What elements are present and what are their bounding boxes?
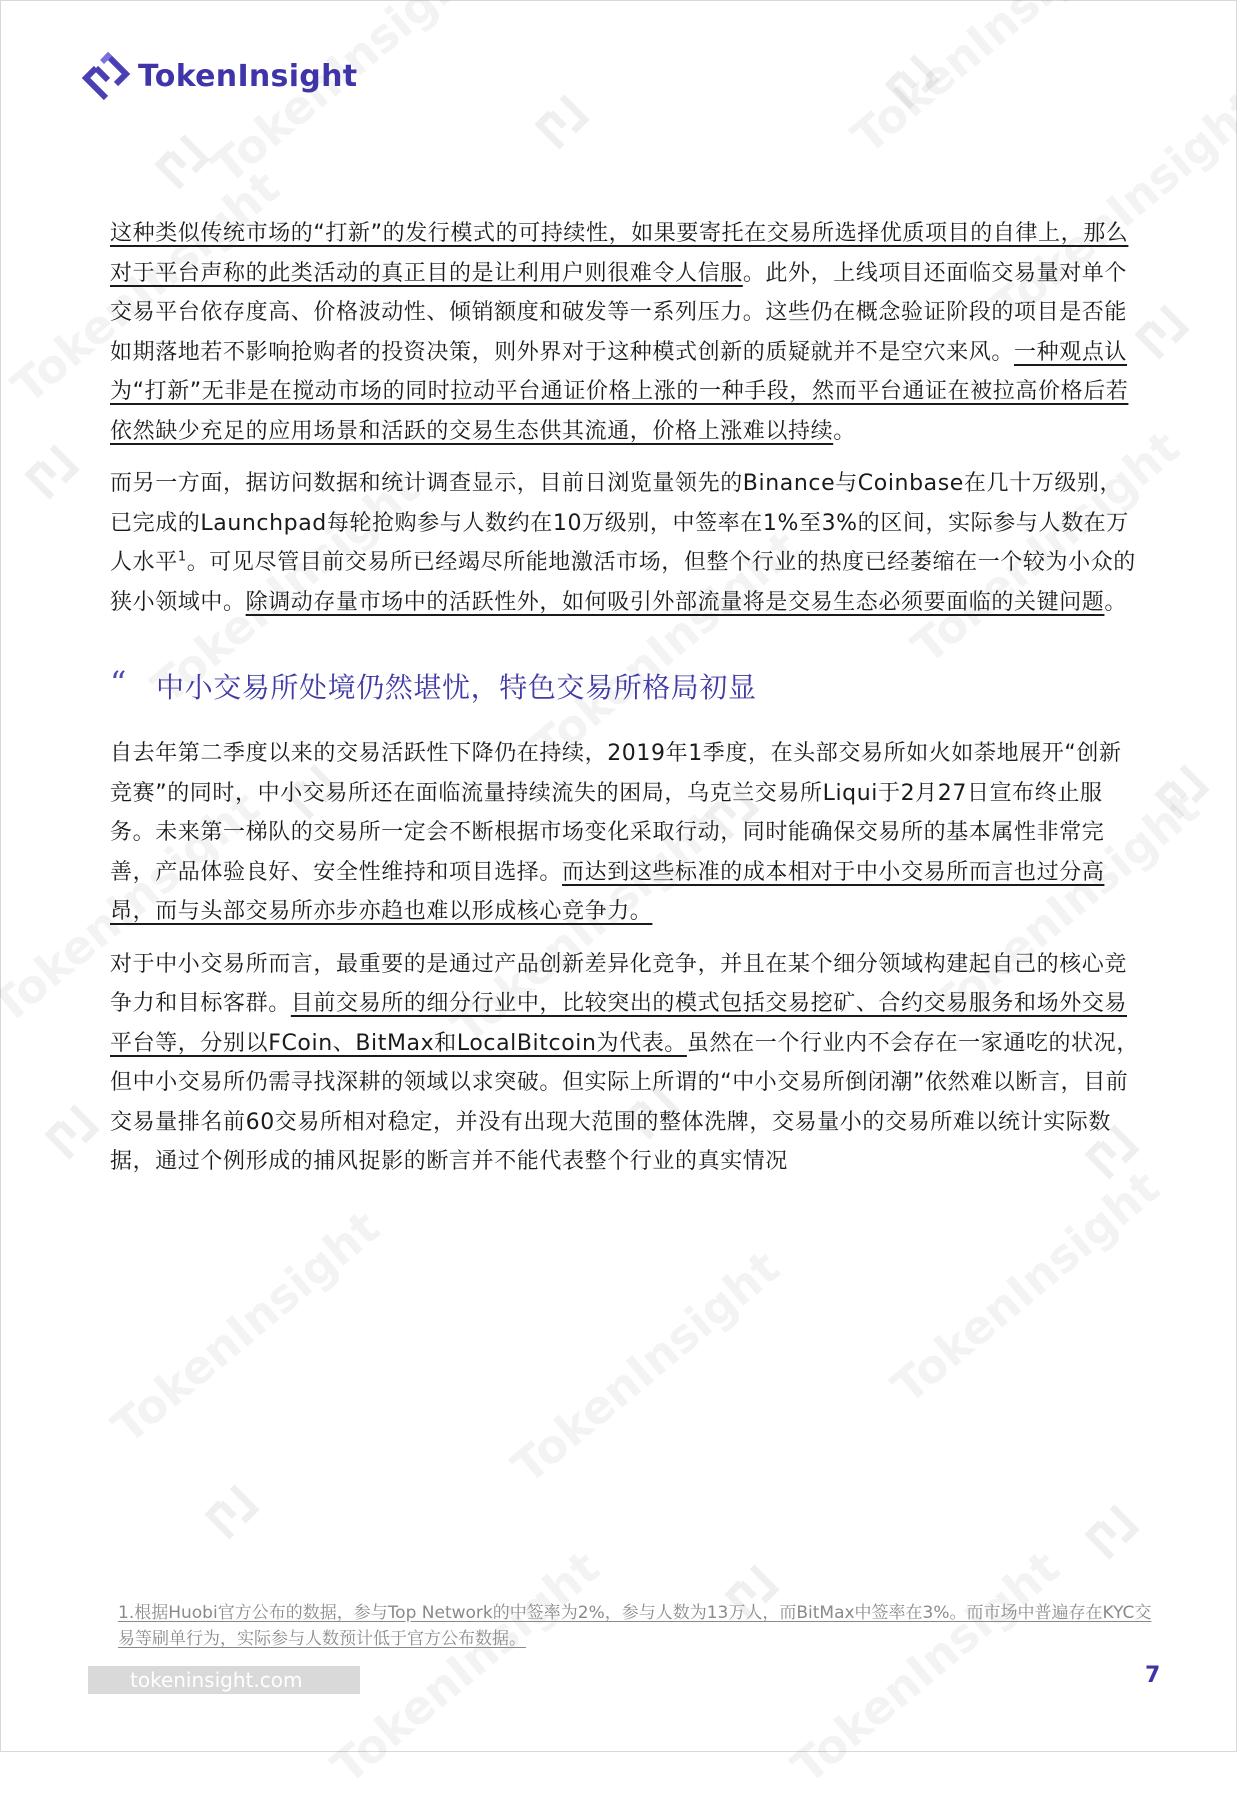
- text-segment: 虽然在一个行业内不会存在一家通吃的状况，但中小交易所仍需寻找深耕的领域以求突破。但实际上所谓的“中小交易所倒闭潮”依然难以断言，目前交易量排名前60交易所相对稳定，并没有出现大范围的整体洗牌，交易量小的交易所难以统计实际数据，通过个例形成的捕风捉影的断言并不能代表整个行业的真实情况: [110, 1030, 1139, 1174]
- brand-name: TokenInsight: [138, 58, 358, 94]
- underlined-text: 而达到这些标准的成本相对于中小交易所而言也过分高昂，而与头部交易所亦步亦趋也难以形成核心竞争力。: [110, 859, 1105, 924]
- text-segment: 。可见尽管目前交易所已经竭尽所能地激活市场，但整个行业的热度已经萎缩在一个较为小众的狭小领域中。: [110, 550, 1136, 615]
- paragraph-group-2: [110, 734, 1140, 1182]
- footer-site-link[interactable]: tokeninsight.com: [130, 1668, 303, 1692]
- body-paragraph: [110, 214, 1140, 451]
- text-segment: 。此外，上线项目还面临交易量对单个交易平台依存度高、价格波动性、倾销额度和破发等一系列压力。这些仍在概念验证阶段的项目是否能如期落地若不影响抢购者的投资决策，则外界对于这种模式创新的质疑就并不是空穴来风。: [110, 260, 1128, 365]
- footnote: 1.根据Huobi官方公布的数据，参与Top Network的中签率为2%，参与人数为13万人，而BitMax中签率在3%。而市场中普遍存在KYC交易等刷单行为，实际参与人数预计低于官方公布数据。: [118, 1603, 1152, 1649]
- section-quote-icon: “: [110, 664, 127, 702]
- paragraph-group-1: [110, 214, 1140, 622]
- text-segment: 。: [1104, 589, 1128, 615]
- footnote-ref: 1: [177, 549, 187, 565]
- section-title: 中小交易所处境仍然堪忧，特色交易所格局初显: [156, 671, 757, 704]
- underlined-text: 这种类似传统市场的“打新”的发行模式的可持续性，如果要寄托在交易所选择优质项目的自律上，那么对于平台声称的此类活动的真正目的是让利用户则很难令人信服: [110, 221, 1129, 286]
- text-segment: 。: [833, 418, 856, 444]
- brand-logo: [78, 48, 357, 104]
- page-number: 7: [1145, 1663, 1161, 1688]
- main-content: [110, 214, 1140, 1182]
- body-paragraph: [110, 734, 1140, 932]
- underlined-text: 一种观点认为“打新”无非是在搅动市场的同时拉动平台通证价格上涨的一种手段，然而平台通证在被拉高价格后若依然缺少充足的应用场景和活跃的交易生态供其流通，价格上涨难以持续: [110, 339, 1129, 444]
- text-segment: 自去年第二季度以来的交易活跃性下降仍在持续，2019年1季度，在头部交易所如火如荼地展开“创新竞赛”的同时，中小交易所还在面临流量持续流失的困局，乌克兰交易所Liqui于2月27日宣布终止服务。未来第一梯队的交易所一定会不断根据市场变化采取行动，同时能确保交易所的基本属性非常完善，产品体验良好、安全性维持和项目选择。: [110, 741, 1122, 885]
- body-paragraph: [110, 945, 1140, 1182]
- body-paragraph: [110, 464, 1140, 622]
- text-segment: 对于中小交易所而言，最重要的是通过产品创新差异化竞争，并且在某个细分领域构建起自己的核心竞争力和目标客群。: [110, 951, 1128, 1016]
- underlined-text: 目前交易所的细分行业中，比较突出的模式包括交易挖矿、合约交易服务和场外交易平台等，分别以FCoin、BitMax和LocalBitcoin为代表。: [110, 991, 1128, 1056]
- text-segment: 而另一方面，据访问数据和统计调查显示，目前日浏览量领先的Binance与Coinbase在几十万级别，已完成的Launchpad每轮抢购参与人数约在10万级别，中签率在1%至3%的区间，实际参与人数在万人水平: [110, 471, 1129, 575]
- tokeninsight-logo-icon: [78, 48, 134, 104]
- underlined-text: 除调动存量市场中的活跃性外，如何吸引外部流量将是交易生态必须要面临的关键问题: [245, 589, 1105, 615]
- section-heading: [110, 664, 1140, 708]
